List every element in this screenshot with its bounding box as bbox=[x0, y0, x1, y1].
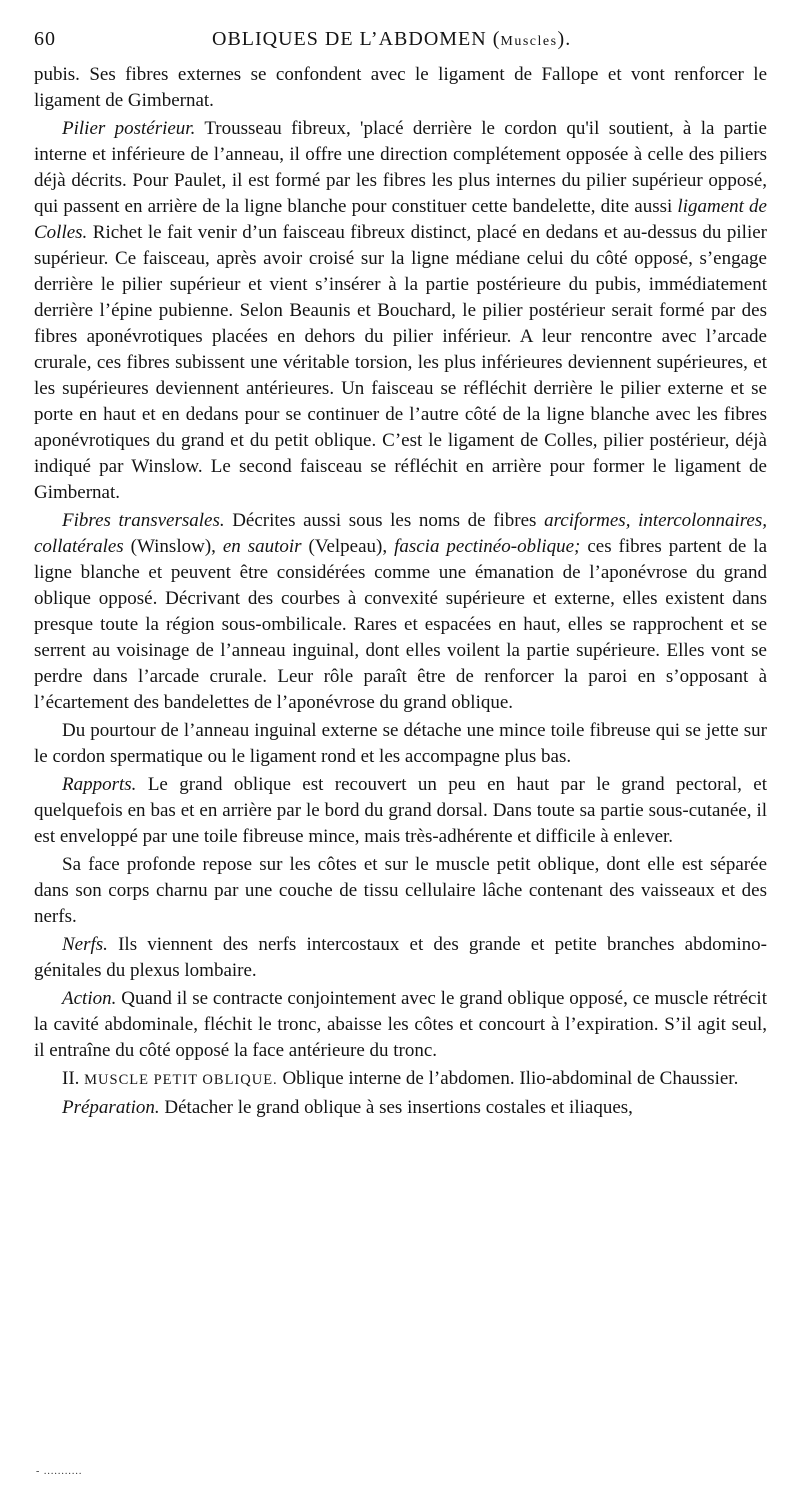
running-title: OBLIQUES DE L’ABDOMEN (Muscles). bbox=[212, 28, 572, 50]
paragraph-nerfs: Nerfs. Ils viennent des nerfs intercostaux et des grande et petite branches abdomino-génitales du plexus lombaire. bbox=[34, 934, 767, 981]
section-term: Pilier postérieur. bbox=[62, 118, 196, 139]
text-body bbox=[34, 62, 767, 1121]
paragraph-muscle-petit-oblique: II. MUSCLE PETIT OBLIQUE. Oblique interne de l’abdomen. Ilio-abdominal de Chaussier. bbox=[62, 1068, 739, 1089]
paragraph-pilier-posterieur: Pilier postérieur. Trousseau fibreux, 'placé derrière le cordon qu'il soutient, à la partie interne et inférieure de l’anneau, il offre une direction complétement opposée à celle des piliers déjà décrits. Pour Paulet, il est formé par les fibres les plus internes du pilier supérieur opposé, qui passent en arrière de la ligne blanche pour constituer cette bandelette, dite aussi ligament de Colles. Richet le fait venir d’un faisceau fibreux distinct, placé en dedans et au-dessus du pilier supérieur. Ce faisceau, après avoir croisé sur la ligne médiane celui du côté opposé, s’engage derrière le pilier supérieur et vient s’insérer à la partie postérieure du pubis, immédiatement derrière l’épine pubienne. Selon Beaunis et Bouchard, le pilier postérieur serait formé par des fibres aponévrotiques placées en dehors du pilier inférieur. A leur rencontre avec l’arcade crurale, ces fibres subissent une véritable torsion, les plus inférieures deviennent supérieures, et les supérieures deviennent antérieures. Un faisceau se réfléchit derrière le pilier externe et se porte en haut et en dedans pour se continuer de l’autre côté de la ligne blanche avec les fibres aponévrotiques du grand et du petit oblique. C’est le ligament de Colles, pilier postérieur, déjà indiqué par Winslow. Le second faisceau se réfléchit en arrière pour former le ligament de Gimbernat. bbox=[34, 118, 767, 503]
paragraph-face-profonde: Sa face profonde repose sur les côtes et sur le muscle petit oblique, dont elle est séparée dans son corps charnu par une couche de tissu cellulaire lâche contenant des vaisseaux et des nerfs. bbox=[34, 854, 767, 927]
running-title-smallcaps: Muscles bbox=[500, 34, 558, 49]
paragraph-action: Action. Quand il se contracte conjointement avec le grand oblique opposé, ce muscle rétrécit la cavité abdominale, fléchit le tronc, abaisse les côtes et concourt à l’expiration. S’il agit seul, il entraîne du côté opposé la face antérieure du tronc. bbox=[34, 988, 767, 1061]
section-term: Fibres transversales. bbox=[62, 510, 225, 531]
paragraph-fibres-transversales: Fibres transversales. Décrites aussi sous les noms de fibres arciformes, intercolonnaires, collatérales (Winslow), en sautoir (Velpeau), fascia pectinéo-oblique; ces fibres partent de la ligne blanche et peuvent être considérées comme une émanation de l’aponévrose du grand oblique opposé. Décrivant des courbes à convexité supérieure et externe, elles existent dans presque toute la région sous-ombilicale. Rares et espacées en haut, elles se rapprochent et se serrent au voisinage de l’anneau inguinal, dont elles voilent la partie supérieure. Elles vont se perdre dans l’arcade crurale. Leur rôle paraît être de renforcer la paroi en s’opposant à l’écartement des bandelettes de l’aponévrose du grand oblique. bbox=[34, 510, 768, 713]
running-header bbox=[34, 28, 767, 58]
section-term: Nerfs. bbox=[62, 934, 108, 955]
section-term: Préparation. bbox=[62, 1097, 160, 1118]
paragraph-pourtour: Du pourtour de l’anneau inguinal externe se détache une mince toile fibreuse qui se jette sur le cordon spermatique ou le ligament rond et les accompagne plus bas. bbox=[34, 720, 767, 767]
footer-mark: - ........... bbox=[36, 1466, 83, 1477]
page bbox=[34, 28, 767, 1121]
section-term: Rapports. bbox=[62, 774, 137, 795]
paragraph-continuation: pubis. Ses fibres externes se confondent avec le ligament de Fallope et vont renforcer le ligament de Gimbernat. bbox=[34, 64, 767, 111]
section-term: Action. bbox=[62, 988, 117, 1009]
paragraph-preparation: Préparation. Détacher le grand oblique à ses insertions costales et iliaques, bbox=[62, 1097, 633, 1118]
paragraph-rapports: Rapports. Le grand oblique est recouvert un peu en haut par le grand pectoral, et quelquefois en bas et en arrière par le bord du grand dorsal. Dans toute sa partie sous-cutanée, il est enveloppé par une toile fibreuse mince, mais très-adhérente et difficile à enlever. bbox=[34, 774, 767, 847]
page-number: 60 bbox=[34, 28, 56, 50]
section-heading-smallcaps: MUSCLE PETIT OBLIQUE. bbox=[84, 1072, 278, 1088]
